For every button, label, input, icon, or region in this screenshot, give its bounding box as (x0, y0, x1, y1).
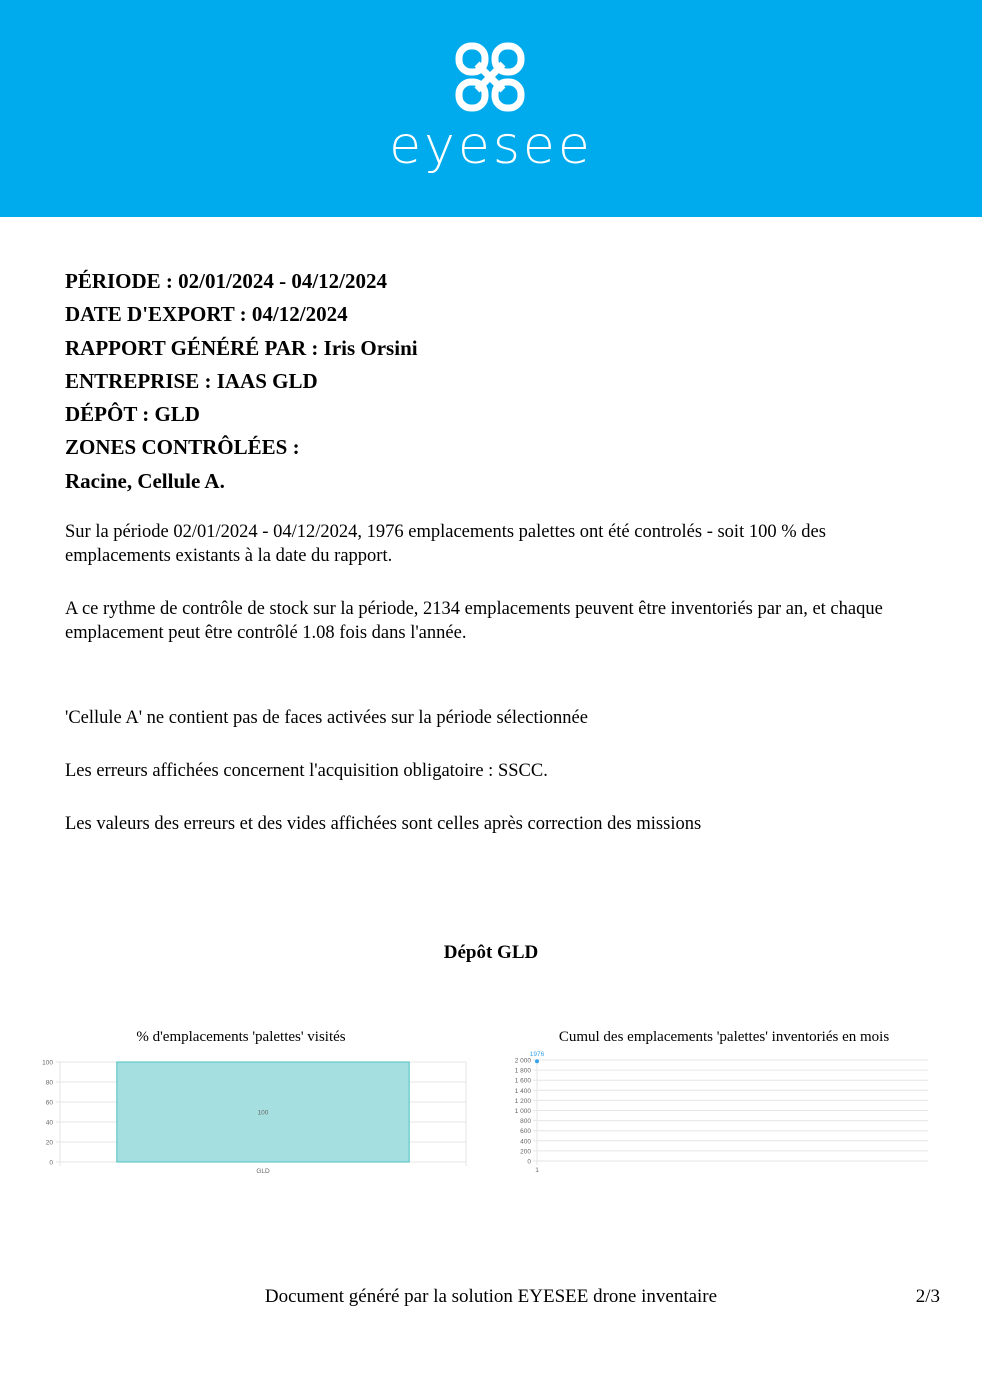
zones-label: ZONES CONTRÔLÉES : (65, 435, 300, 460)
visited-percent-chart (0, 1052, 480, 1182)
cellule-note: 'Cellule A' ne contient pas de faces activées sur la période sélectionnée (65, 708, 588, 728)
chart2-y-tick-label: 600 (520, 1128, 531, 1136)
section-title: Dépôt GLD (443, 942, 539, 963)
chart1-y-tick-label: 100 (42, 1059, 53, 1067)
chart2-y-tick-label: 1 000 (514, 1108, 531, 1115)
chart1-x-tick-label: GLD (256, 1168, 270, 1175)
eyesee-logo-icon (453, 40, 527, 114)
chart1-y-tick-label: 0 (49, 1159, 53, 1167)
chart2-title: Cumul des emplacements 'palettes' inventoriés en mois (558, 1029, 890, 1045)
export-date-line: DATE D'EXPORT : 04/12/2024 (65, 302, 348, 327)
chart1-data-label: 100 (257, 1109, 269, 1117)
company-line: ENTREPRISE : IAAS GLD (65, 368, 318, 393)
page-number: 2/3 (915, 1286, 940, 1307)
chart1-y-tick-label: 80 (45, 1079, 53, 1087)
chart2-y-tick-label: 2 000 (514, 1057, 531, 1065)
chart2-y-tick-label: 400 (520, 1138, 531, 1146)
errors-note: Les erreurs affichées concernent l'acquisition obligatoire : SSCC. (65, 761, 548, 781)
chart2-y-tick-label: 1 400 (514, 1087, 531, 1095)
chart1-y-tick-label: 40 (45, 1119, 53, 1127)
rhythm-paragraph: A ce rythme de contrôle de stock sur la période, 2134 emplacements peuvent être inventoriés par an, et chaque emplacement peut être contrôlé 1.08 fois dans l'année. (65, 599, 883, 643)
brand-logo-text: eyesee (389, 116, 593, 176)
chart2-y-tick-label: 0 (527, 1158, 531, 1166)
report-metadata (65, 265, 418, 498)
chart2-y-tick-label: 1 200 (514, 1097, 531, 1105)
chart2-y-tick-label: 1 800 (514, 1067, 531, 1075)
chart1-y-tick-label: 20 (45, 1139, 53, 1147)
generated-by-line: RAPPORT GÉNÉRÉ PAR : Iris Orsini (65, 335, 418, 360)
period-line: PÉRIODE : 02/01/2024 - 04/12/2024 (65, 269, 388, 293)
chart2-y-tick-label: 1 600 (514, 1077, 531, 1085)
chart1-title: % d'emplacements 'palettes' visités (136, 1029, 346, 1045)
footer-text: Document généré par la solution EYESEE drone inventaire (264, 1286, 718, 1307)
corrections-note: Les valeurs des erreurs et des vides affichées sont celles après correction des missions (65, 814, 702, 834)
summary-paragraph: Sur la période 02/01/2024 - 04/12/2024, 1976 emplacements palettes ont été controlés - soit 100 % des emplacements existants à la date du rapport. (65, 522, 826, 566)
chart2-y-tick-label: 200 (520, 1148, 531, 1156)
chart2-data-point (535, 1059, 539, 1063)
chart2-x-tick-label: 1 (535, 1167, 539, 1174)
zones-value: Racine, Cellule A. (65, 468, 225, 493)
cumulative-inventory-chart (495, 1043, 955, 1183)
depot-line: DÉPÔT : GLD (65, 402, 200, 427)
chart2-data-label: 1976 (529, 1051, 545, 1059)
chart1-y-tick-label: 60 (45, 1099, 53, 1107)
chart2-y-tick-label: 800 (520, 1118, 531, 1126)
header-banner (0, 0, 982, 217)
